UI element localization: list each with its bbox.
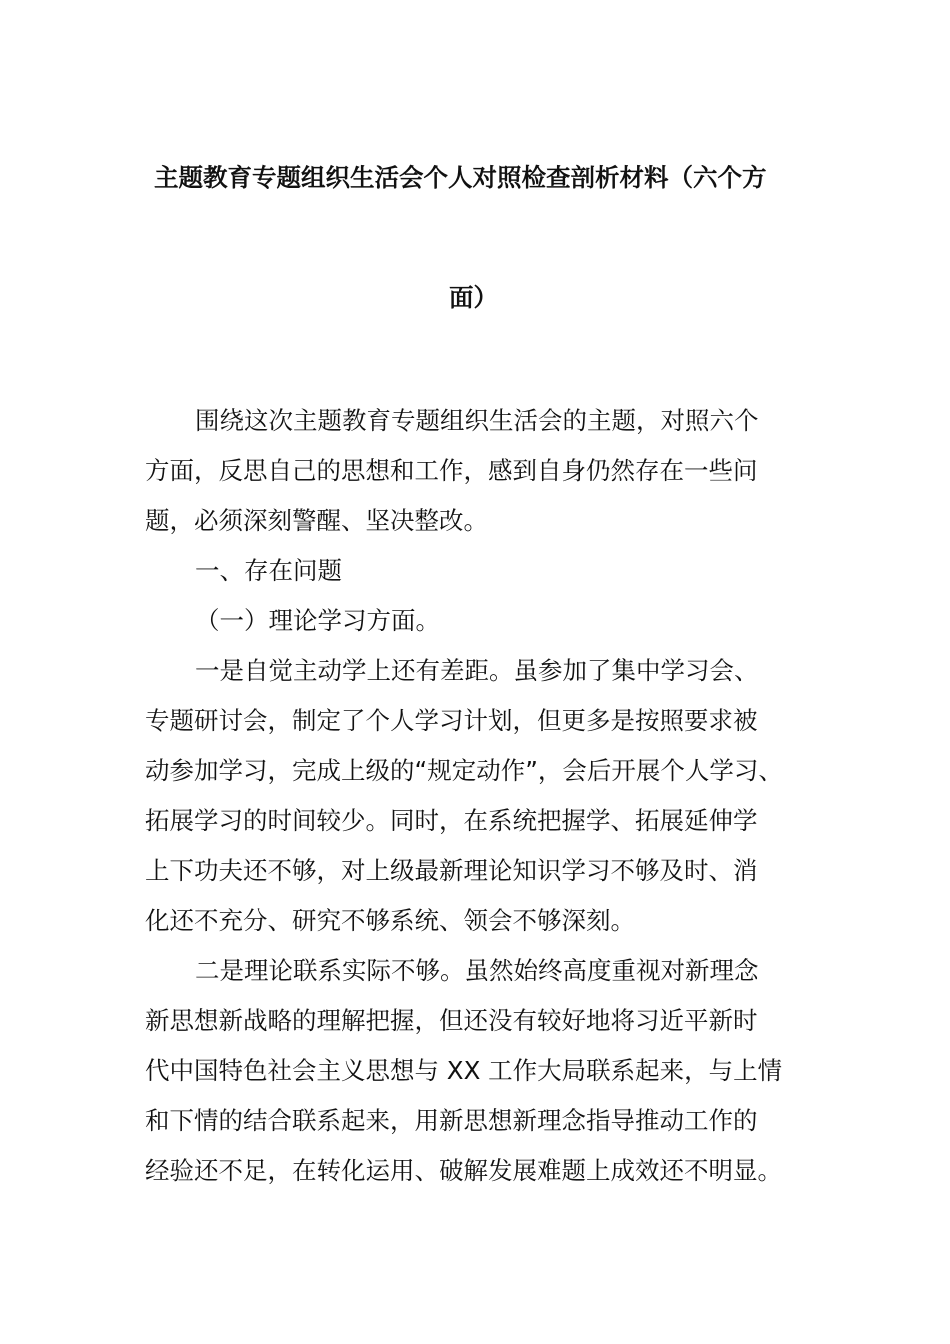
body-line-6: 一是自觉主动学上还有差距。虽参加了集中学习会、: [195, 656, 759, 685]
body-line-7: 专题研讨会，制定了个人学习计划，但更多是按照要求被: [145, 706, 758, 735]
body-line-3: 题，必须深刻警醒、坚决整改。: [145, 506, 488, 535]
body-line-2: 方面，反思自己的思想和工作，感到自身仍然存在一些问: [145, 456, 758, 485]
body-line-10: 上下功夫还不够，对上级最新理论知识学习不够及时、消: [145, 856, 758, 885]
body-line-14: 代中国特色社会主义思想与 XX 工作大局联系起来，与上情: [145, 1056, 783, 1085]
section-heading: 一、存在问题: [195, 556, 342, 585]
body-line-15: 和下情的结合联系起来，用新思想新理念指导推动工作的: [145, 1106, 758, 1135]
body-line-16: 经验还不足，在转化运用、破解发展难题上成效还不明显。: [145, 1156, 782, 1185]
body-line-11: 化还不充分、研究不够系统、领会不够深刻。: [145, 906, 635, 935]
body-line-8: 动参加学习，完成上级的“规定动作”，会后开展个人学习、: [145, 756, 783, 785]
body-line-13: 新思想新战略的理解把握，但还没有较好地将习近平新时: [145, 1006, 758, 1035]
document-title-line-1: 主题教育专题组织生活会个人对照检查剖析材料（六个方: [154, 163, 767, 192]
document-title-line-2: 面）: [449, 283, 498, 312]
body-line-12: 二是理论联系实际不够。虽然始终高度重视对新理念: [195, 956, 759, 985]
subsection-heading: （一）理论学习方面。: [195, 606, 440, 635]
body-line-1: 围绕这次主题教育专题组织生活会的主题，对照六个: [195, 406, 759, 435]
body-line-9: 拓展学习的时间较少。同时，在系统把握学、拓展延伸学: [145, 806, 758, 835]
